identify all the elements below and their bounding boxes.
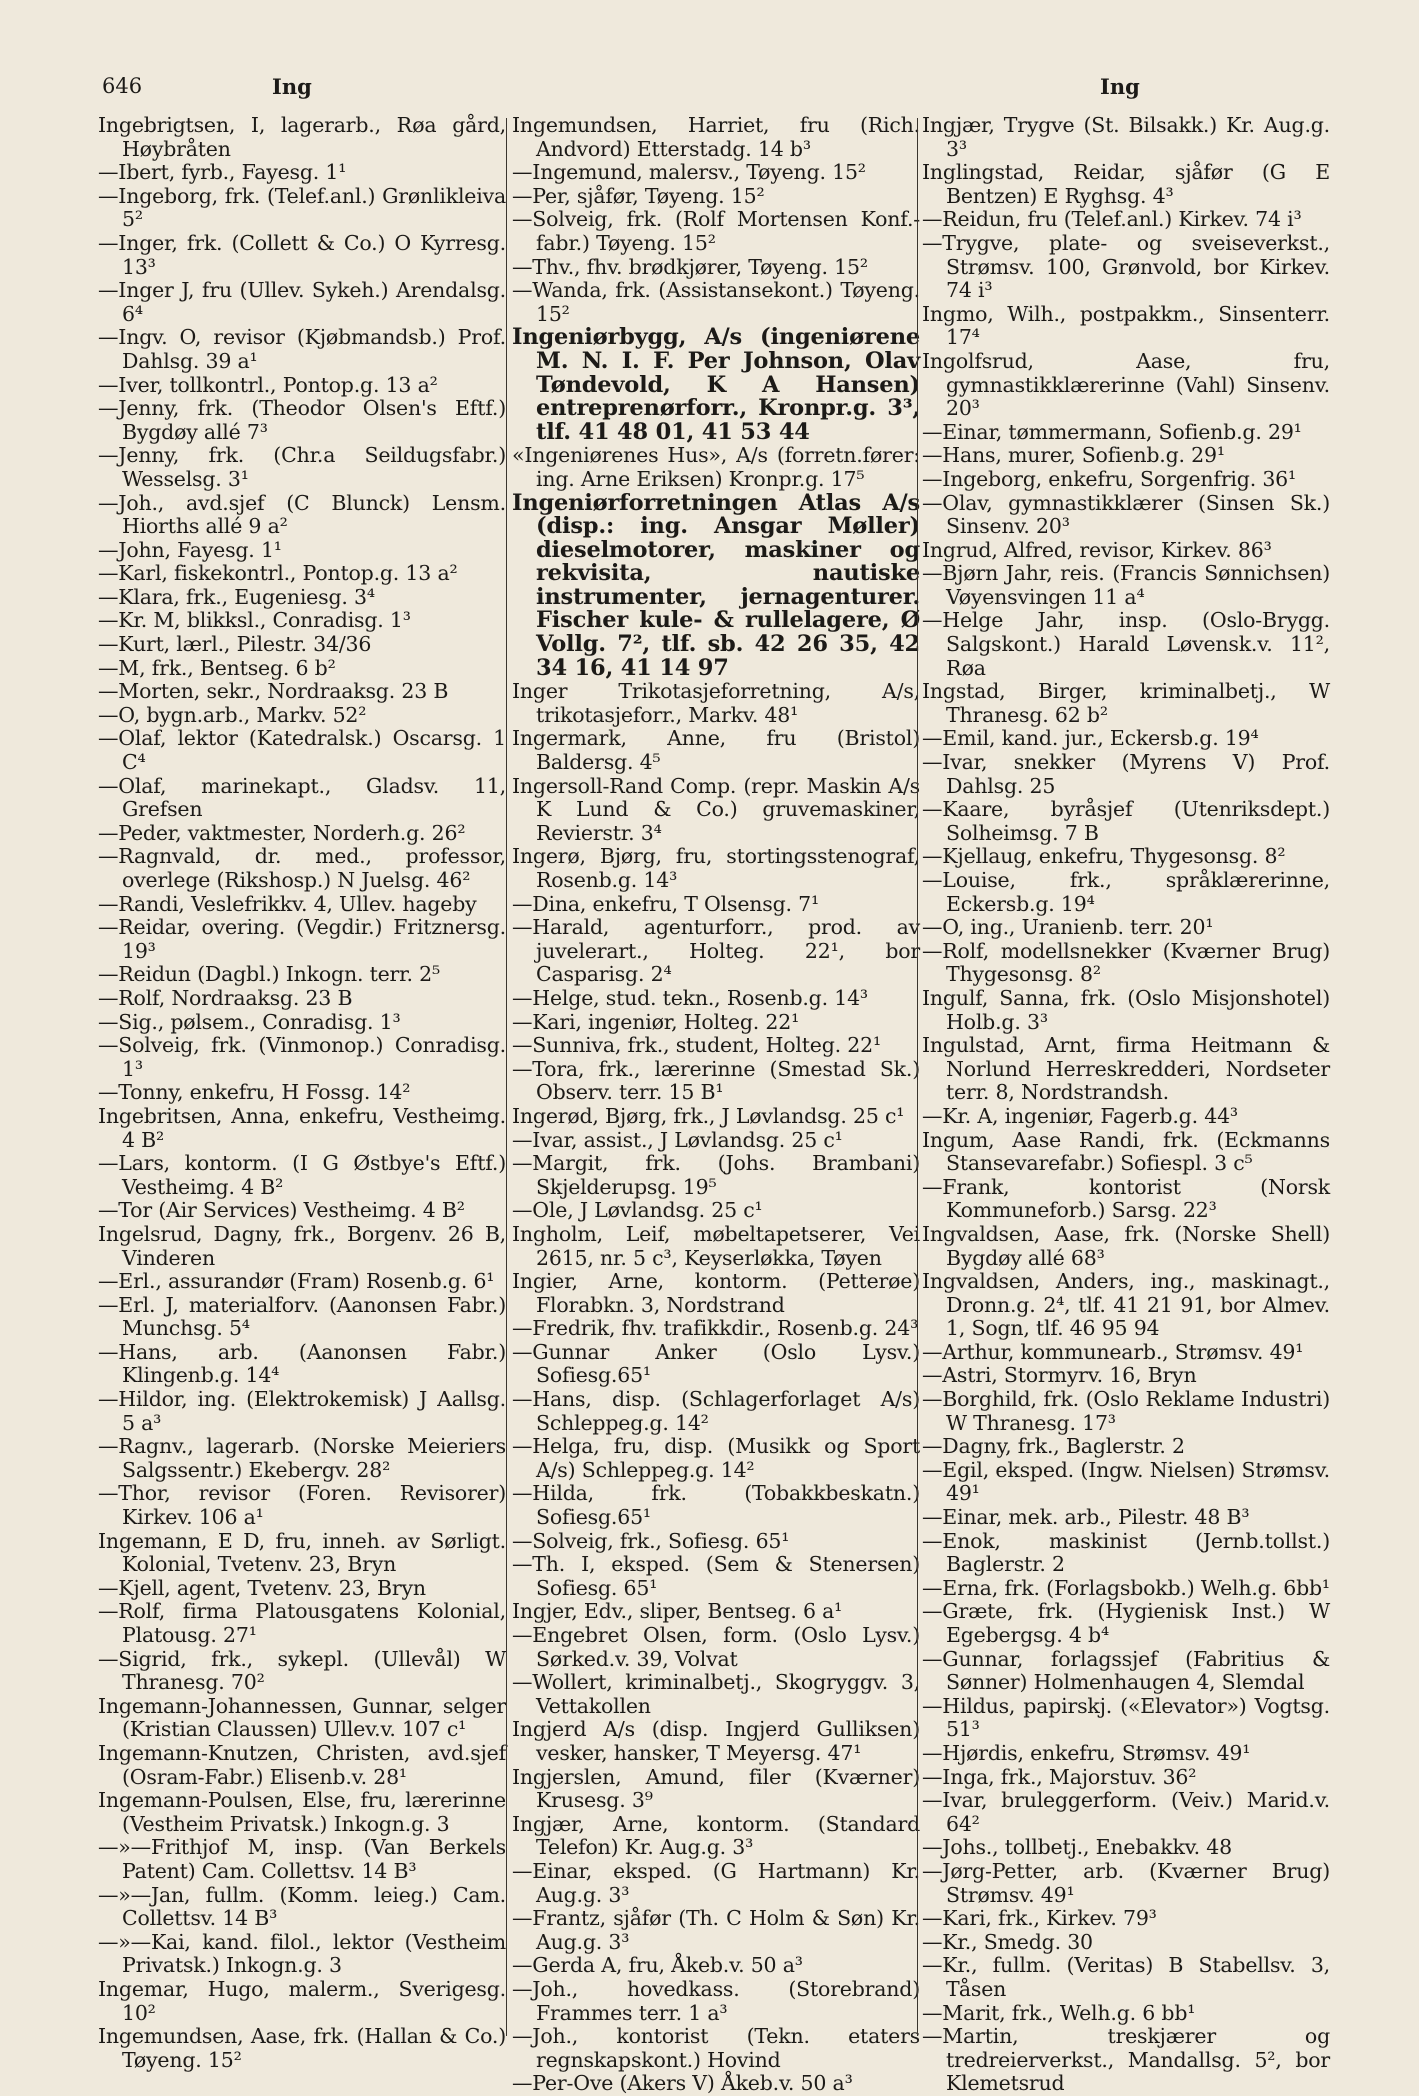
directory-entry: —Gunnar Anker (Oslo Lysv.) Sofiesg.65¹ xyxy=(512,1339,920,1388)
directory-entry: —Olaf, marinekapt., Gladsv. 11, Grefsen xyxy=(98,773,506,822)
directory-entry: Ingjerd A/s (disp. Ingjerd Gulliksen) vesker, hansker, T Meyersg. 47¹ xyxy=(512,1717,920,1765)
directory-entry: Ingemundsen, Aase, frk. (Hallan & Co.) Tøyeng. 15² xyxy=(98,2024,506,2072)
directory-entry: —Reidun (Dagbl.) Inkogn. terr. 2⁵ xyxy=(98,962,440,987)
directory-entry: —Tor (Air Services) Vestheimg. 4 B² xyxy=(98,1198,465,1223)
directory-entry: —Joh., kontorist (Tekn. etaters regnskapskont.) Hovind xyxy=(512,2024,920,2072)
directory-entry: Ingerø, Bjørg, fru, stortingsstenograf, Rosenb.g. 14³ xyxy=(512,844,920,892)
column-divider xyxy=(917,118,918,2036)
directory-entry: —Emil, kand. jur., Eckersb.g. 19⁴ xyxy=(922,726,1259,751)
directory-entry: —Olav, gymnastikklærer (Sinsen Sk.) Sinsenv. 20³ xyxy=(922,490,1330,539)
directory-entry: —Morten, sekr., Nordraaksg. 23 B xyxy=(98,679,449,704)
directory-entry: —Gerda A, fru, Åkeb.v. 50 a³ xyxy=(512,1953,803,1978)
directory-entry: Ingrud, Alfred, revisor, Kirkev. 86³ xyxy=(922,537,1272,562)
directory-entry: —Hans, arb. (Aanonsen Fabr.) Klingenb.g. 14⁴ xyxy=(98,1339,506,1388)
directory-entry: —Per, sjåfør, Tøyeng. 15² xyxy=(512,183,765,208)
directory-entry: —Enok, maskinist (Jernb.tollst.) Baglerstr. 2 xyxy=(922,1528,1330,1577)
directory-entry: —Græte, frk. (Hygienisk Inst.) W Egebergsg. 4 b⁴ xyxy=(922,1599,1330,1647)
directory-entry: —Inger J, fru (Ullev. Sykeh.) Arendalsg. 6⁴ xyxy=(98,278,506,326)
directory-entry: —Borghild, frk. (Oslo Reklame Industri) W Thranesg. 17³ xyxy=(922,1387,1330,1435)
directory-entry: —Solveig, frk. (Vinmonop.) Conradisg. 1³ xyxy=(98,1033,506,1081)
directory-entry: —Peder, vaktmester, Norderh.g. 26² xyxy=(98,820,466,845)
directory-entry: Ingvaldsen, Anders, ing., maskinagt., Dronn.g. 2⁴, tlf. 41 21 91, bor Almev. 1, Sogn, tlf. 46 95 94 xyxy=(922,1269,1330,1341)
directory-entry: Ingeniørbygg, A/s (ingeniørene M. N. I. F. Per Johnson, Olav Tøndevold, K A Hansen) entreprenørforr., Kronpr.g. 3³, tlf. 41 48 01, 41 53 44 xyxy=(512,324,920,445)
directory-entry: —Frantz, sjåfør (Th. C Holm & Søn) Kr. Aug.g. 3³ xyxy=(512,1906,920,1954)
directory-entry: Ingjer, Edv., sliper, Bentseg. 6 a¹ xyxy=(512,1599,843,1624)
directory-entry: —Wollert, kriminalbetj., Skogryggv. 3, Vettakollen xyxy=(512,1670,920,1718)
directory-entry: —Astri, Stormyrv. 16, Bryn xyxy=(922,1363,1197,1388)
directory-entry: Ingum, Aase Randi, frk. (Eckmanns Stansevarefabr.) Sofiespl. 3 c⁵ xyxy=(922,1127,1330,1176)
directory-entry: —Klara, frk., Eugeniesg. 3⁴ xyxy=(98,584,375,609)
directory-entry: —Iver, tollkontrl., Pontop.g. 13 a² xyxy=(98,372,438,397)
directory-entry: —Inger, frk. (Collett & Co.) O Kyrresg. 13³ xyxy=(98,230,506,279)
directory-entry: —Engebret Olsen, form. (Oslo Lysv.) Sørked.v. 39, Volvat xyxy=(512,1623,920,1671)
directory-entry: —Harald, agenturforr., prod. av juvelerart., Holteg. 22¹, bor Casparisg. 2⁴ xyxy=(512,915,920,987)
directory-entry: —Ragnv., lagerarb. (Norske Meieriers Salgssentr.) Ekebergv. 28² xyxy=(98,1434,506,1482)
directory-entry: —Sigrid, frk., sykepl. (Ullevål) W Thranesg. 70² xyxy=(98,1646,506,1695)
directory-entry: —Ingv. O, revisor (Kjøbmandsb.) Prof. Dahlsg. 39 a¹ xyxy=(98,325,506,373)
directory-entry: —Einar, mek. arb., Pilestr. 48 B³ xyxy=(922,1505,1250,1530)
directory-entry: —Per-Ove (Akers V) Åkeb.v. 50 a³ xyxy=(512,2071,853,2096)
directory-entry: —Jenny, frk. (Chr.a Seildugsfabr.) Wesselsg. 3¹ xyxy=(98,443,506,491)
directory-entry: —Ingemund, malersv., Tøyeng. 15² xyxy=(512,160,866,185)
directory-entry: —Hans, murer, Sofienb.g. 29¹ xyxy=(922,443,1225,468)
directory-entry: Inglingstad, Reidar, sjåfør (G E Bentzen) E Ryghsg. 4³ xyxy=(922,160,1330,208)
directory-entry: —Joh., avd.sjef (C Blunck) Lensm. Hiorths allé 9 a² xyxy=(98,490,506,539)
directory-entry: —Solveig, frk., Sofiesg. 65¹ xyxy=(512,1528,790,1553)
directory-entry: —Dagny, frk., Baglerstr. 2 xyxy=(922,1434,1185,1459)
directory-entry: —Kari, ingeniør, Holteg. 22¹ xyxy=(512,1009,800,1034)
directory-entry: —Jørg-Petter, arb. (Kværner Brug) Strømsv. 49¹ xyxy=(922,1858,1330,1907)
directory-entry: —Ragnvald, dr. med., professor, overlege (Rikshosp.) N Juelsg. 46² xyxy=(98,844,506,892)
directory-entry: Ingjær, Arne, kontorm. (Standard Telefon) Kr. Aug.g. 3³ xyxy=(512,1811,920,1860)
directory-entry: —Hjørdis, enkefru, Strømsv. 49¹ xyxy=(922,1740,1251,1765)
directory-entry: Ingemann-Poulsen, Else, fru, lærerinne (Vestheim Privatsk.) Inkogn.g. 3 xyxy=(98,1788,506,1836)
directory-entry: —Rolf, firma Platousgatens Kolonial, Platousg. 27¹ xyxy=(98,1599,506,1647)
directory-entry: —Egil, eksped. (Ingw. Nielsen) Strømsv. 49¹ xyxy=(922,1457,1330,1506)
directory-entry: —Bjørn Jahr, reis. (Francis Sønnichsen) Vøyensvingen 11 a⁴ xyxy=(922,561,1330,609)
directory-entry: —Kari, frk., Kirkev. 79³ xyxy=(922,1906,1157,1931)
directory-entry: —Kjellaug, enkefru, Thygesonsg. 8² xyxy=(922,844,1286,869)
directory-column-2 xyxy=(512,113,920,2096)
directory-column-3 xyxy=(922,113,1330,2096)
directory-entry: —Kaare, byråsjef (Utenriksdept.) Solheimsg. 7 B xyxy=(922,797,1330,845)
directory-entry: Ingulf, Sanna, frk. (Oslo Misjonshotel) Holb.g. 3³ xyxy=(922,985,1330,1034)
directory-entry: —O, ing., Uranienb. terr. 20¹ xyxy=(922,915,1214,940)
directory-entry: —Hans, disp. (Schlagerforlaget A/s) Schleppeg.g. 14² xyxy=(512,1387,920,1435)
directory-entry: —Wanda, frk. (Assistansekont.) Tøyeng. 15² xyxy=(512,278,920,326)
directory-entry: —Kr., fullm. (Veritas) B Stabellsv. 3, Tåsen xyxy=(922,1953,1330,2001)
directory-entry: —Helga, fru, disp. (Musikk og Sport A/s) Schleppeg.g. 14² xyxy=(512,1434,920,1482)
directory-entry: —»—Frithjof M, insp. (Van Berkels Patent) Cam. Collettsv. 14 B³ xyxy=(98,1835,506,1883)
directory-entry: —Lars, kontorm. (I G Østbye's Eftf.) Vestheimg. 4 B² xyxy=(98,1151,506,1199)
directory-entry: —Erl., assurandør (Fram) Rosenb.g. 6¹ xyxy=(98,1269,495,1294)
directory-entry: —Erl. J, materialforv. (Aanonsen Fabr.) Munchsg. 5⁴ xyxy=(98,1292,506,1341)
directory-entry: Ingvaldsen, Aase, frk. (Norske Shell) Bygdøy allé 68³ xyxy=(922,1221,1330,1270)
directory-entry: —Thv., fhv. brødkjører, Tøyeng. 15² xyxy=(512,254,868,279)
directory-entry: —»—Jan, fullm. (Komm. leieg.) Cam. Collettsv. 14 B³ xyxy=(98,1882,506,1931)
page-number: 646 xyxy=(102,74,143,98)
directory-column-1 xyxy=(98,113,506,2072)
directory-entry: —Martin, treskjærer og tredreierverkst., Mandallsg. 5², bor Klemetsrud xyxy=(922,2024,1330,2096)
directory-entry: —Kr. A, ingeniør, Fagerb.g. 44³ xyxy=(922,1103,1238,1128)
directory-entry: Ingelsrud, Dagny, frk., Borgenv. 26 B, Vinderen xyxy=(98,1221,506,1270)
directory-entry: —Helge, stud. tekn., Rosenb.g. 14³ xyxy=(512,985,868,1010)
directory-entry: —Hildus, papirskj. («Elevator») Vogtsg. 51³ xyxy=(922,1693,1330,1742)
directory-entry: —Joh., hovedkass. (Storebrand) Frammes terr. 1 a³ xyxy=(512,1976,920,2025)
directory-entry: —Marit, frk., Welh.g. 6 bb¹ xyxy=(922,2000,1196,2025)
directory-entry: —Solveig, frk. (Rolf Mortensen Konf.-fabr.) Tøyeng. 15² xyxy=(512,207,920,255)
directory-entry: —Kurt, lærl., Pilestr. 34/36 xyxy=(98,632,372,657)
directory-entry: —Ingeborg, frk. (Telef.anl.) Grønlikleiva 5² xyxy=(98,183,506,232)
directory-entry: —Kr., Smedg. 30 xyxy=(922,1929,1093,1954)
directory-entry: —Ivar, snekker (Myrens V) Prof. Dahlsg. 25 xyxy=(922,750,1330,798)
directory-entry: —Trygve, plate- og sveiseverkst., Strømsv. 100, Grønvold, bor Kirkev. 74 i³ xyxy=(922,230,1330,303)
directory-entry: Ingeniørforretningen Atlas A/s (disp.: ing. Ansgar Møller) dieselmotorer, maskiner og rekvisita, nautiske instrumenter, jernagenturer. Fischer kule- & rullelagere, Ø Vollg. 7², tlf. sb. 42 26 35, 42 34 16, 41 14 97 xyxy=(512,489,920,681)
directory-entry: Ingerød, Bjørg, frk., J Løvlandsg. 25 c¹ xyxy=(512,1103,905,1128)
directory-entry: Ingulstad, Arnt, firma Heitmann & Norlund Herreskredderi, Nordseter terr. 8, Nordstrandsh. xyxy=(922,1033,1330,1105)
directory-entry: —M, frk., Bentseg. 6 b² xyxy=(98,655,336,680)
directory-entry: Ingemann, E D, fru, inneh. av Sørligt. Kolonial, Tvetenv. 23, Bryn xyxy=(98,1528,506,1577)
directory-entry: Ingmo, Wilh., postpakkm., Sinsenterr. 17⁴ xyxy=(922,301,1330,350)
directory-entry: —Karl, fiskekontrl., Pontop.g. 13 a² xyxy=(98,561,458,586)
directory-entry: Ingjær, Trygve (St. Bilsakk.) Kr. Aug.g. 3³ xyxy=(922,113,1330,161)
directory-entry: —Arthur, kommunearb., Strømsv. 49¹ xyxy=(922,1339,1304,1364)
directory-entry: —Jenny, frk. (Theodor Olsen's Eftf.) Bygdøy allé 7³ xyxy=(98,396,506,444)
directory-entry: —Olaf, lektor (Katedralsk.) Oscarsg. 1 C⁴ xyxy=(98,726,506,775)
directory-entry: —Fredrik, fhv. trafikkdir., Rosenb.g. 24³ xyxy=(512,1316,919,1341)
directory-entry: —Ingeborg, enkefru, Sorgenfrig. 36¹ xyxy=(922,466,1297,491)
directory-entry: —Frank, kontorist (Norsk Kommuneforb.) Sarsg. 22³ xyxy=(922,1174,1330,1223)
directory-entry: Ingstad, Birger, kriminalbetj., W Thranesg. 62 b² xyxy=(922,679,1330,727)
directory-entry: Ingemundsen, Harriet, fru (Rich. Andvord) Etterstadg. 14 b³ xyxy=(512,113,920,161)
directory-entry: —Rolf, Nordraaksg. 23 B xyxy=(98,985,353,1010)
directory-entry: Ingebrigtsen, I, lagerarb., Røa gård, Høybråten xyxy=(98,113,506,161)
directory-entry: —Dina, enkefru, T Olsensg. 7¹ xyxy=(512,891,820,916)
directory-entry: Ingolfsrud, Aase, fru, gymnastikklærerinne (Vahl) Sinsenv. 20³ xyxy=(922,348,1330,421)
directory-entry: «Ingeniørenes Hus», A/s (forretn.fører: ing. Arne Eriksen) Kronpr.g. 17⁵ xyxy=(512,443,920,491)
directory-entry: —O, bygn.arb., Markv. 52² xyxy=(98,702,367,727)
running-head-left: Ing xyxy=(272,74,312,99)
directory-entry: —Ibert, fyrb., Fayesg. 1¹ xyxy=(98,160,347,185)
directory-entry: —Johs., tollbetj., Enebakkv. 48 xyxy=(922,1835,1232,1860)
directory-entry: Ingemann-Johannessen, Gunnar, selger (Kristian Claussen) Ullev.v. 107 c¹ xyxy=(98,1693,506,1742)
directory-entry: Ingholm, Leif, møbeltapetserer, Vei 2615, nr. 5 c³, Keyserløkka, Tøyen xyxy=(512,1221,920,1270)
directory-entry: —Margit, frk. (Johs. Brambani) Skjelderupsg. 19⁵ xyxy=(512,1151,920,1199)
directory-entry: —John, Fayesg. 1¹ xyxy=(98,537,282,562)
directory-entry: —Louise, frk., språklærerinne, Eckersb.g. 19⁴ xyxy=(922,868,1330,916)
directory-entry: —Helge Jahr, insp. (Oslo-Brygg. Salgskont.) Harald Løvensk.v. 11², Røa xyxy=(922,608,1330,680)
directory-entry: —Einar, eksped. (G Hartmann) Kr. Aug.g. 3³ xyxy=(512,1858,920,1907)
directory-entry: —Ole, J Løvlandsg. 25 c¹ xyxy=(512,1198,763,1223)
directory-entry: —Inga, frk., Majorstuv. 36² xyxy=(922,1764,1197,1789)
directory-entry: Ingebritsen, Anna, enkefru, Vestheimg. 4 B² xyxy=(98,1103,506,1152)
directory-entry: —Erna, frk. (Forlagsbokb.) Welh.g. 6bb¹ xyxy=(922,1575,1330,1600)
directory-entry: —Kjell, agent, Tvetenv. 23, Bryn xyxy=(98,1575,426,1600)
directory-entry: Ingersoll-Rand Comp. (repr. Maskin A/s K Lund & Co.) gruvemaskiner, Revierstr. 3⁴ xyxy=(512,773,920,845)
directory-entry: —Tora, frk., lærerinne (Smestad Sk.) Observ. terr. 15 B¹ xyxy=(512,1056,920,1105)
directory-entry: Ingermark, Anne, fru (Bristol) Baldersg. 4⁵ xyxy=(512,726,920,775)
directory-entry: —Tonny, enkefru, H Fossg. 14² xyxy=(98,1080,411,1105)
directory-entry: Ingjerslen, Amund, filer (Kværner) Krusesg. 3⁹ xyxy=(512,1764,920,1813)
directory-entry: —Sunniva, frk., student, Holteg. 22¹ xyxy=(512,1033,881,1058)
directory-entry: Ingemann-Knutzen, Christen, avd.sjef (Osram-Fabr.) Elisenb.v. 28¹ xyxy=(98,1740,506,1789)
directory-entry: —Gunnar, forlagssjef (Fabritius & Sønner) Holmenhaugen 4, Slemdal xyxy=(922,1646,1330,1695)
directory-entry: —Hilda, frk. (Tobakkbeskatn.) Sofiesg.65¹ xyxy=(512,1481,920,1530)
directory-entry: Ingemar, Hugo, malerm., Sverigesg. 10² xyxy=(98,1976,506,2025)
directory-entry: Ingier, Arne, kontorm. (Petterøe) Florabkn. 3, Nordstrand xyxy=(512,1269,920,1317)
directory-entry: —Rolf, modellsnekker (Kværner Brug) Thygesonsg. 8² xyxy=(922,938,1330,987)
directory-entry: —Thor, revisor (Foren. Revisorer) Kirkev. 106 a¹ xyxy=(98,1481,506,1530)
directory-entry: —Ivar, assist., J Løvlandsg. 25 c¹ xyxy=(512,1127,843,1152)
directory-entry: —Kr. M, blikksl., Conradisg. 1³ xyxy=(98,608,411,633)
directory-entry: —Randi, Veslefrikkv. 4, Ullev. hageby xyxy=(98,891,477,916)
directory-entry: —Reidun, fru (Telef.anl.) Kirkev. 74 i³ xyxy=(922,207,1302,232)
directory-entry: —Reidar, overing. (Vegdir.) Fritznersg. 19³ xyxy=(98,915,506,963)
directory-entry: —»—Kai, kand. filol., lektor (Vestheim Privatsk.) Inkogn.g. 3 xyxy=(98,1929,506,1978)
directory-entry: —Th. I, eksped. (Sem & Stenersen) Sofiesg. 65¹ xyxy=(512,1552,920,1600)
directory-entry: —Sig., pølsem., Conradisg. 1³ xyxy=(98,1009,401,1034)
directory-entry: —Einar, tømmermann, Sofienb.g. 29¹ xyxy=(922,419,1302,444)
directory-entry: Inger Trikotasjeforretning, A/s, trikotasjeforr., Markv. 48¹ xyxy=(512,679,920,727)
directory-entry: —Hildor, ing. (Elektrokemisk) J Aallsg. 5 a³ xyxy=(98,1387,506,1435)
column-divider xyxy=(506,118,507,2036)
directory-entry: —Ivar, brulеggerform. (Veiv.) Marid.v. 64² xyxy=(922,1788,1330,1836)
running-head-right: Ing xyxy=(1100,74,1140,99)
